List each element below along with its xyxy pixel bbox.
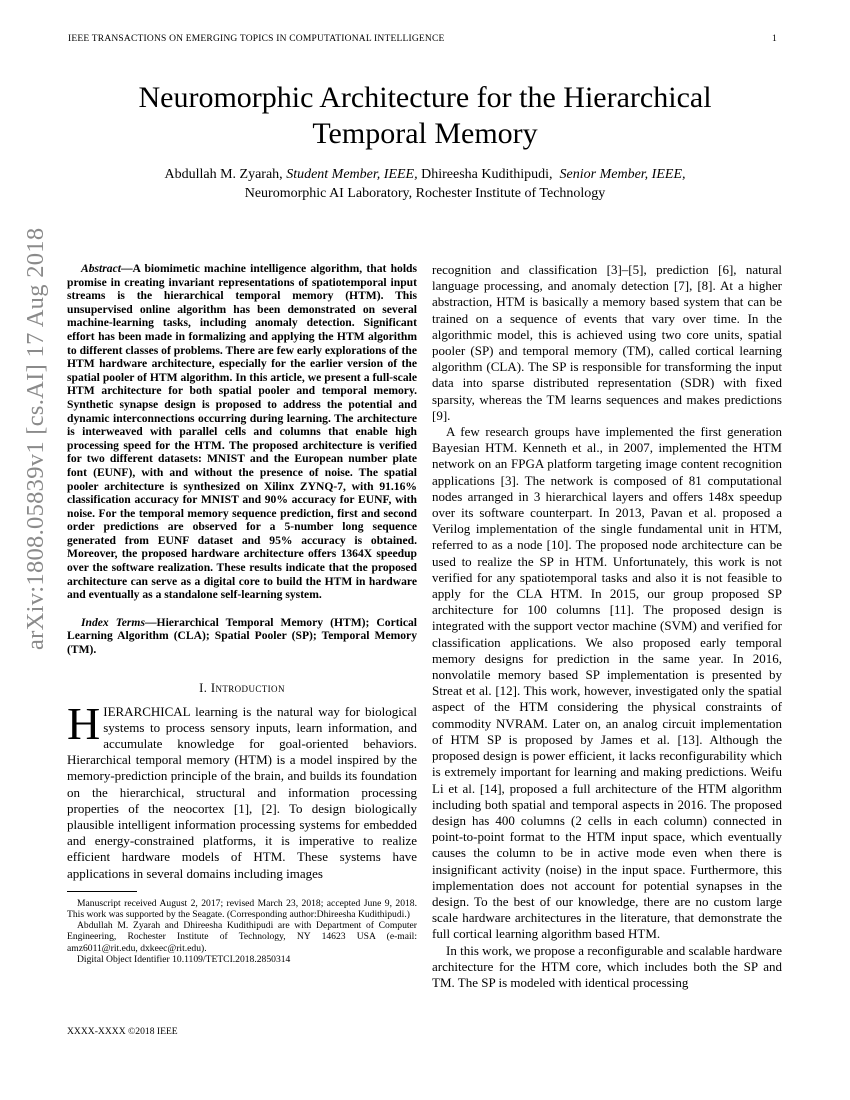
footnote-received: Manuscript received August 2, 2017; revised March 23, 2018; accepted June 9, 2018. This work was supported by the Seagate. (Corresponding author:Dhireesha Kudithipudi.) [67,897,417,921]
section-number: I. [199,680,208,695]
right-paragraph-1: recognition and classification [3]–[5], prediction [6], natural language processing, and anomaly detection [7], [8]. At a higher abstraction, HTM is basically a memory based system that can be trained on a sequence of events that vary over time. In the algorithmic model, this is achieved using two core units, spatial pooler (SP) and temporal memory (TM), called cortical learning algorithm (CLA). The SP is responsible for transforming the input data into sparse distributed representation (SDR) with fixed sparsity, whereas the TM learns sequences and makes predictions [9]. [432,262,782,423]
right-paragraph-3: In this work, we propose a reconfigurable and scalable hardware architecture for the HTM core, which includes both the SP and TM. The SP is modeled with identical processing [432,942,782,990]
author-block [60,165,790,203]
affiliation: Neuromorphic AI Laboratory, Rochester Institute of Technology [244,186,606,201]
abstract-text: —A biomimetic machine intelligence algorithm, that holds promise in creating invariant representations of spatiotemporal input streams is the hierarchical temporal memory (HTM). This unsupervised online algorithm has been demonstrated on several machine-learning tasks, including anomaly detection. Significant effort has been made in formalizing and applying the HTM algorithm to different classes of problems. There are few early explorations of the HTM hardware architecture, especially for the earlier version of the spatial pooler of HTM algorithm. In this article, we present a full-scale HTM architecture for both spatial pooler and temporal memory. Synthetic synapse design is proposed to address the potential and dynamic interconnections occurring during learning. The architecture is interweaved with parallel cells and columns that enable high processing speed for the HTM. The proposed architecture is verified for two different datasets: MNIST and the European number plate font (EUNF), with and without the presence of noise. The spatial pooler architecture is synthesized on Xilinx ZYNQ-7, with 91.16% classification accuracy for MNIST and 90% accuracy for EUNF, with noise. For the temporal memory sequence prediction, first and second order predictions are observed for a 5-number long sequence generated from EUNF dataset and 95% accuracy is obtained. Moreover, the proposed hardware architecture offers 1364X speedup over the software realization. These results indicate that the proposed architecture can serve as a digital core to build the HTM in hardware and eventually as a standalone self-learning system. [67,262,417,602]
author2-name: Dhireesha Kudithipudi, [421,167,553,182]
page-number: 1 [772,34,777,44]
title-line-1: Neuromorphic Architecture for the Hierarchical [138,81,712,114]
author2-role: Senior Member, IEEE, [559,167,686,182]
index-terms [67,616,417,657]
author1-role: Student Member, IEEE, [286,167,418,182]
footnote-affiliations: Abdullah M. Zyarah and Dhireesha Kudithipudi are with Department of Computer Engineering, Rochester Institute of Technology, NY 14623 USA (e-mail: amz6011@rit.edu, dxkeec@rit.edu). [67,920,417,954]
left-column [67,262,417,965]
paper-title [60,80,790,152]
section-heading-introduction [67,681,417,696]
author-line [60,165,790,184]
running-head: IEEE TRANSACTIONS ON EMERGING TOPICS IN COMPUTATIONAL INTELLIGENCE [68,34,445,44]
section-title: Introduction [210,680,285,695]
index-terms-label: Index Terms [81,615,145,629]
footnotes [67,898,417,965]
right-paragraph-2: A few research groups have implemented the first generation Bayesian HTM. Kenneth et al., in 2007, implemented the HTM network on an FPGA platform targeting image content recognition applications [3]. The network is composed of 81 computational nodes arranged in 3 hierarchical layers and offers 148x speedup over its software counterpart. In 2013, Pavan et al. proposed a Verilog implementation of the single fundamental unit in HTM, referred to as a node [10]. The proposed node architecture can be used to realize the SP in HTM. Unfortunately, this work is not verified for any spatiotemporal tasks and also it is not feasible to apply for the CLA HTM. In 2015, our group proposed SP architecture for 100 columns [11]. The proposed design is integrated with the support vector machine (SVM) and verified for classification applications. We also proposed early temporal memory designs for prediction in the same year. In 2016, nonvolatile memory based SP implementation is presented by Streat et al. [12]. This work, however, investigated only the spatial aspect of the HTM considering the physical constraints of commodity NVRAM. Later on, an analog circuit implementation of HTM SP is proposed by James et al. [13]. Although the proposed design is power efficient, it lacks reconfigurability which is extremely important for learning and making predictions. Weifu Li et al. [14], proposed a full architecture of the HTM algorithm including both spatial and temporal aspects in 2016. The proposed design has 400 columns (2 cells in each column) connected in point-to-point format to the HTM input space, which eventually causes the column to be in active mode even when there is insignificant activity (noise) in the input space. Furthermore, this implementation does not account for potential synapses in the design. To the best of our knowledge, there are no custom large scale hardware architectures in the literature, that demonstrate the full cortical learning algorithm based HTM. [432,424,782,942]
drop-cap: H [67,697,101,749]
footnote-doi: Digital Object Identifier 10.1109/TETCI.2018.2850314 [77,953,291,965]
intro-paragraph [67,697,417,882]
title-line-2: Temporal Memory [312,117,538,150]
index-terms-text: —Hierarchical Temporal Memory (HTM); Cortical Learning Algorithm (CLA); Spatial Pooler (SP); Temporal Memory (TM). [67,615,417,657]
right-column [432,262,782,991]
arxiv-stamp[interactable]: arXiv:1808.05839v1 [cs.AI] 17 Aug 2018 [22,227,49,650]
footnote-rule [67,891,137,892]
author1-name: Abdullah M. Zyarah, [164,167,283,182]
copyright-notice: XXXX-XXXX ©2018 IEEE [67,1026,178,1037]
intro-paragraph-text: IERARCHICAL learning is the natural way for biological systems to process sensory inputs, learn information, and accumulate knowledge for goal-oriented behaviors. Hierarchical temporal memory (HTM) is a model inspired by the memory-prediction principle of the brain, and builds its foundation on the hierarchical, structural and information processing properties of the neocortex [1], [2]. To design biologically plausible intelligent information processing systems for embedded and energy-constrained platforms, it is imperative to realize efficient hardware models of HTM. These systems have applications in several domains including images [67,703,417,881]
abstract-label: Abstract [81,262,121,275]
abstract [67,262,417,602]
